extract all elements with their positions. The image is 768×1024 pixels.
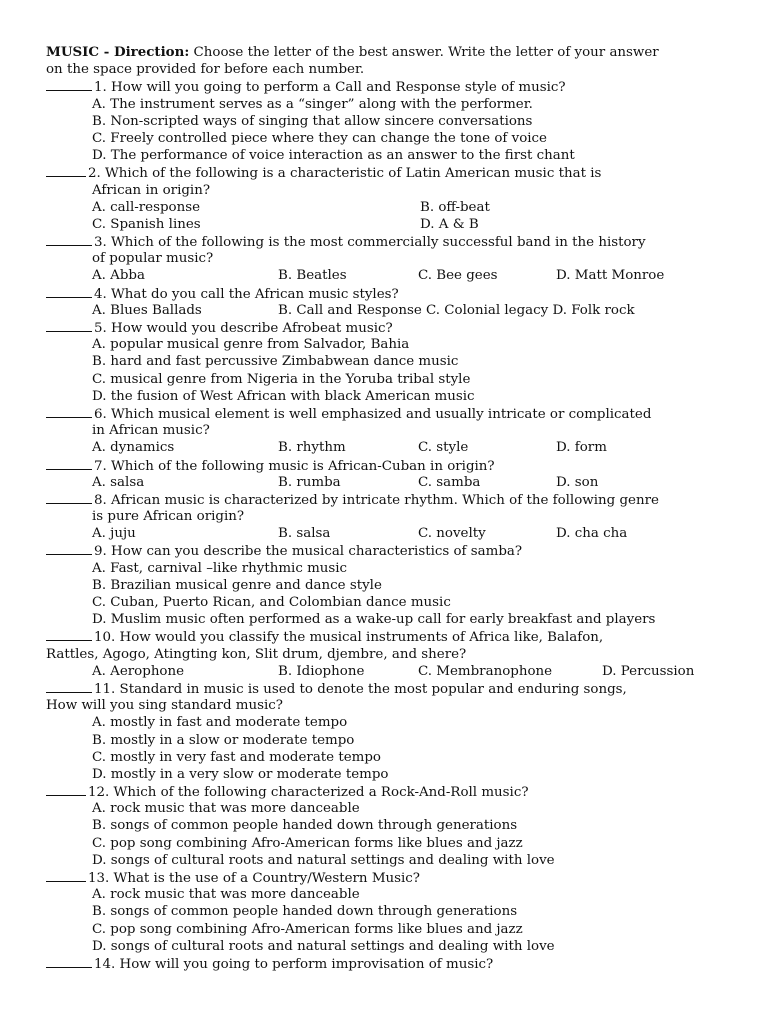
answer-blank-11[interactable] [46,680,92,693]
q12-option-a: A. rock music that was more danceable [92,801,360,817]
q8-option-a: A. juju [92,526,136,542]
worksheet [46,44,736,972]
q6-option-d: D. form [556,440,607,456]
answer-blank-5[interactable] [46,319,92,332]
question-6-stem-cont: in African music? [92,423,210,439]
q6-option-c: C. style [418,440,469,456]
q2-option-a: A. call-response [92,199,201,215]
question-11-stem-cont: How will you sing standard music? [46,698,283,714]
answer-blank-9[interactable] [46,542,92,555]
q4-option-a: A. Blues Ballads [92,302,202,318]
question-10-stem-cont: Rattles, Agogo, Atingting kon, Slit drum, djembre, and shere? [46,646,467,662]
q13-option-a: A. rock music that was more danceable [92,887,360,903]
q2-option-d: D. A & B [420,216,479,232]
q5-option-a: A. popular musical genre from Salvador, Bahia [92,337,410,353]
q6-option-a: A. dynamics [92,440,175,456]
q2-option-b: B. off-beat [420,199,490,215]
q11-option-d: D. mostly in a very slow or moderate tempo [92,766,389,782]
q7-option-a: A. salsa [92,474,145,490]
q7-option-c: C. samba [418,474,481,490]
q1-option-c: C. Freely controlled piece where they can change the tone of voice [92,130,547,146]
q3-option-b: B. Beatles [278,268,347,284]
q3-option-a: A. Abba [92,268,145,284]
q6-option-b: B. rhythm [278,440,346,456]
q5-option-d: D. the fusion of West African with black American music [92,388,475,404]
question-9 [46,542,736,559]
answer-blank-6[interactable] [46,405,92,418]
q3-options-row [46,267,736,284]
answer-blank-3[interactable] [46,233,92,246]
question-10 [46,628,736,645]
q9-option-c: C. Cuban, Puerto Rican, and Colombian dance music [92,595,451,610]
question-8-stem: 8. African music is characterized by intricate rhythm. Which of the following genre [94,492,659,508]
question-4-stem: 4. What do you call the African music styles? [94,286,399,302]
q8-options-row [46,525,736,542]
q2-options-row-2 [46,216,736,233]
q12-option-c: C. pop song combining Afro-American forms like blues and jazz [92,835,523,851]
q9-option-b: B. Brazilian musical genre and dance style [92,577,382,593]
answer-blank-14[interactable] [46,955,92,968]
question-3-stem-cont: of popular music? [92,251,214,267]
question-7 [46,457,736,474]
q9-option-a: A. Fast, carnival –like rhythmic music [92,560,348,576]
directions-label: MUSIC - Direction: [46,44,190,60]
q4-options-bcd: B. Call and Response C. Colonial legacy D. Folk rock [278,302,635,318]
answer-blank-7[interactable] [46,457,92,470]
question-13-stem: 13. What is the use of a Country/Western Music? [88,871,420,886]
directions-line-1 [46,44,736,61]
q13-option-d: D. songs of cultural roots and natural settings and dealing with love [92,938,555,954]
question-14-stem: 14. How will you going to perform improvisation of music? [94,956,494,972]
question-6-stem: 6. Which musical element is well emphasized and usually intricate or complicated [94,406,652,422]
question-10-stem: 10. How would you classify the musical instruments of Africa like, Balafon, [94,630,604,646]
question-2-stem: 2. Which of the following is a characteristic of Latin American music that is [88,166,602,182]
question-14 [46,955,736,972]
question-12 [46,783,736,800]
q11-option-c: C. mostly in very fast and moderate tempo [92,749,381,765]
q10-option-b: B. Idiophone [278,663,365,679]
q12-option-b: B. songs of common people handed down through generations [92,818,518,834]
question-8-stem-cont: is pure African origin? [92,509,245,525]
q10-option-c: C. Membranophone [418,663,553,679]
question-2 [46,164,736,181]
q7-options-row [46,474,736,491]
answer-blank-1[interactable] [46,78,92,91]
q8-option-c: C. novelty [418,526,486,542]
answer-blank-13[interactable] [46,869,86,882]
q1-option-a: A. The instrument serves as a “singer” along with the performer. [92,96,533,112]
q11-option-b: B. mostly in a slow or moderate tempo [92,732,355,748]
directions-line-2: on the space provided for before each number. [46,62,365,78]
question-5-stem: 5. How would you describe Afrobeat music? [94,321,393,336]
question-6 [46,405,736,422]
q6-options-row [46,439,736,456]
question-1-stem: 1. How will you going to perform a Call and Response style of music? [94,80,566,96]
question-1 [46,78,736,95]
q13-option-c: C. pop song combining Afro-American forms like blues and jazz [92,921,523,937]
q1-option-d: D. The performance of voice interaction as an answer to the first chant [92,148,575,164]
answer-blank-12[interactable] [46,783,86,796]
q7-option-d: D. son [556,474,599,490]
q12-option-d: D. songs of cultural roots and natural settings and dealing with love [92,852,555,868]
q7-option-b: B. rumba [278,474,341,490]
question-12-stem: 12. Which of the following characterized a Rock-And-Roll music? [88,785,529,801]
question-2-stem-cont: African in origin? [92,182,211,198]
q11-option-a: A. mostly in fast and moderate tempo [92,715,348,731]
question-11 [46,680,736,697]
q5-option-b: B. hard and fast percussive Zimbabwean dance music [92,354,459,370]
q3-option-c: C. Bee gees [418,268,498,284]
q10-option-d: D. Percussion [602,663,695,679]
answer-blank-4[interactable] [46,285,92,298]
q1-option-b: B. Non-scripted ways of singing that allow sincere conversations [92,113,533,129]
question-8 [46,491,736,508]
question-9-stem: 9. How can you describe the musical characteristics of samba? [94,544,523,560]
q13-option-b: B. songs of common people handed down through generations [92,904,518,920]
q2-options-row-1 [46,199,736,216]
q9-option-d: D. Muslim music often performed as a wake-up call for early breakfast and players [92,612,656,628]
question-11-stem: 11. Standard in music is used to denote the most popular and enduring songs, [94,681,627,697]
q8-option-b: B. salsa [278,526,331,542]
question-13 [46,869,736,886]
q4-options-row [46,302,736,319]
q8-option-d: D. cha cha [556,526,628,542]
answer-blank-10[interactable] [46,628,92,641]
question-5 [46,319,736,336]
question-4 [46,285,736,302]
directions-text: Choose the letter of the best answer. Write the letter of your answer [189,45,659,60]
question-3-stem: 3. Which of the following is the most commercially successful band in the history [94,235,646,251]
q2-option-c: C. Spanish lines [92,216,201,232]
answer-blank-2[interactable] [46,164,86,177]
q3-option-d: D. Matt Monroe [556,268,665,284]
question-3 [46,233,736,250]
question-7-stem: 7. Which of the following music is African-Cuban in origin? [94,458,495,474]
q5-option-c: C. musical genre from Nigeria in the Yoruba tribal style [92,371,471,387]
q10-option-a: A. Aerophone [92,663,185,679]
answer-blank-8[interactable] [46,491,92,504]
q10-options-row [46,663,736,680]
